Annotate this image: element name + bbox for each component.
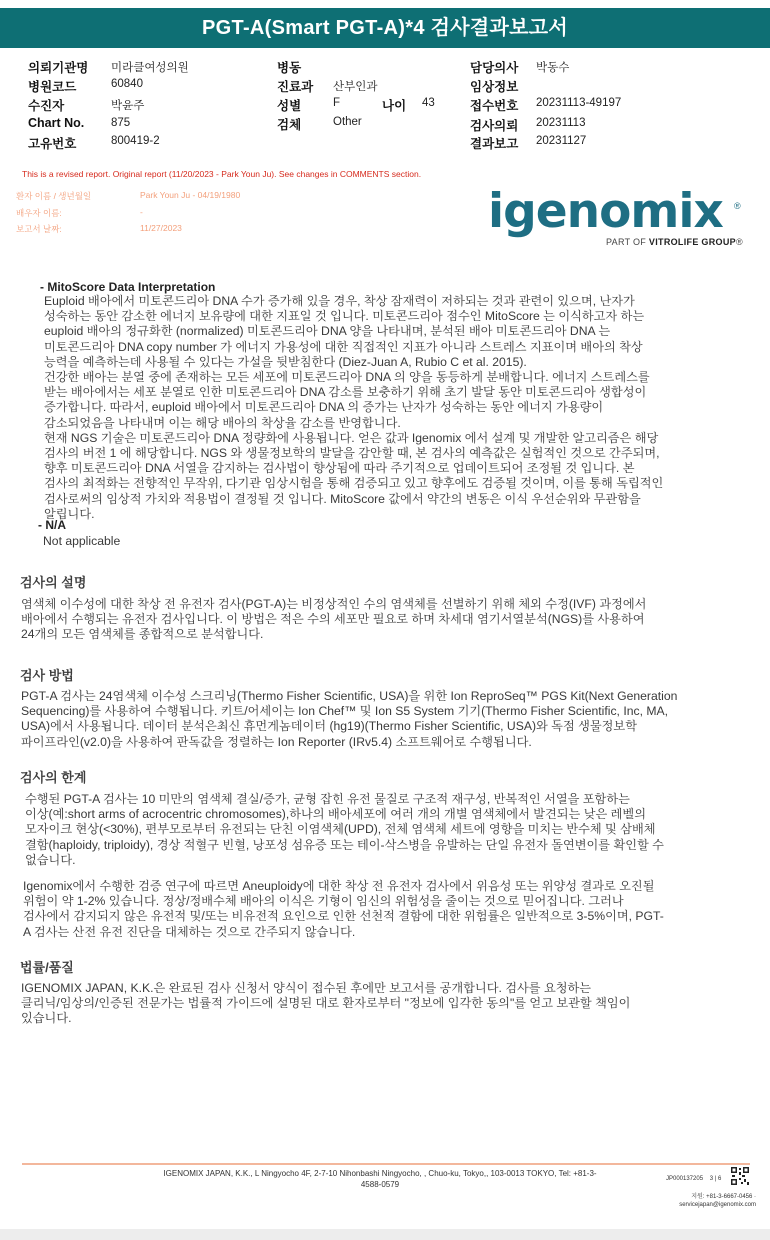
mitoscore-heading: - MitoScore Data Interpretation	[40, 280, 216, 294]
report-title: PGT-A(Smart PGT-A)*4 검사결과보고서	[0, 8, 770, 48]
method-paragraph	[21, 689, 756, 750]
text-line: 검사로써의 임상적 가치와 적용법이 결정될 것 입니다. MitoScore 값에서 약간의 변동은 이식 우선순위와 무관함을	[44, 491, 641, 506]
page-bottom-band	[0, 1229, 770, 1240]
mitoscore-paragraph	[44, 294, 759, 522]
logo-registered-mark: ®	[734, 201, 741, 211]
specimen-value: Other	[333, 116, 362, 128]
text-line: 증가합니다. 따라서, euploid 배아에서 미토콘드리아 DNA 의 증가는 난자가 성숙하는 동안 에너지 가용량이	[44, 400, 604, 415]
chart-value: 875	[111, 117, 131, 129]
text-line: euploid 배아의 정규화한 (normalized) 미토콘드리아 DNA 양을 나타내며, 분석된 배아 미토콘드리아 DNA 는	[44, 324, 611, 339]
text-line: 미토콘드리아 DNA copy number 가 에너지 가용성에 대한 직접적인 지표가 아니라 스트레스 지표이며 배아의 착상	[44, 339, 643, 354]
text-line: 배아에서 수행되는 유전자 검사입니다. 이 방법은 적은 수의 세포만 필요로 하며 차세대 염기서열분석(NGS)를 사용하여	[21, 612, 645, 627]
unique-label: 고유번호	[28, 137, 77, 151]
patient-label: 수진자	[28, 99, 65, 113]
footer-contact	[666, 1194, 756, 1209]
hospital-code-value: 60840	[111, 78, 143, 90]
patient-value: 박윤주	[111, 100, 145, 112]
report-date-label: 결과보고	[470, 137, 519, 151]
footer-document-code	[666, 1176, 721, 1182]
doctor-label: 담당의사	[470, 61, 519, 75]
request-value: 20231113	[536, 117, 586, 129]
patient-name-value: Park Youn Ju - 04/19/1980	[140, 190, 241, 200]
age-label: 나이	[382, 99, 407, 113]
igenomix-logo	[488, 186, 748, 256]
na-heading: - N/A	[38, 518, 66, 532]
text-line: 클리닉/임상의/인증된 전문가는 법률적 가이드에 설명된 대로 환자로부터 "정보에 입각한 동의"를 얻고 보관할 책임이	[21, 996, 631, 1011]
receipt-value: 20231113-49197	[536, 97, 622, 109]
partner-label: 배우자 이름:	[16, 208, 62, 218]
text-line: 염색체 이수성에 대한 착상 전 유전자 검사(PGT-A)는 비정상적인 수의 염색체를 선별하기 위해 체외 수정(IVF) 과정에서	[21, 597, 647, 611]
section-title-limitations: 검사의 한계	[20, 770, 87, 785]
chart-label: Chart No.	[28, 116, 85, 130]
unique-value: 800419-2	[111, 135, 160, 147]
report-date-sub-label: 보고서 날짜:	[16, 224, 62, 234]
na-text: Not applicable	[43, 534, 121, 548]
ward-label: 병동	[277, 61, 302, 75]
qr-code-icon	[730, 1166, 750, 1186]
specimen-label: 검체	[277, 118, 302, 132]
section-title-description: 검사의 설명	[20, 575, 87, 590]
text-line: 파이프라인(v2.0)을 사용하여 판독값을 정렬하는 Ion Reporter (IRv5.4) 소프트웨어로 수행됩니다.	[21, 734, 532, 749]
text-line: 이상(예:short arms of acrocentric chromosomes),하나의 배아세포에 여러 개의 개별 염색체에서 발견되는 낮은 레벨의	[25, 807, 646, 822]
text-line: 24개의 모든 염색체를 종합적으로 분석합니다.	[21, 627, 264, 642]
support-phone: 지원: +81-3-6667-0456 ·	[691, 1194, 756, 1200]
footer-address-line: 4588-0579	[360, 1180, 400, 1189]
text-line: PGT-A 검사는 24염색체 이수성 스크리닝(Thermo Fisher Scientific, USA)을 위한 Ion ReproSeq™ PGS Kit(Next Generation	[21, 689, 678, 703]
sex-label: 성별	[277, 99, 302, 113]
text-line: 성숙하는 동안 감소한 에너지 보유량에 대한 지표일 것 입니다. 미토콘드리아 점수인 MitoScore 는 이식하고자 하는	[44, 309, 645, 324]
text-line: USA)에서 사용됩니다. 데이터 분석은최신 휴먼게놈데이터 (hg19)(Thermo Fisher Scientific, USA)와 독점 생물정보학	[21, 719, 637, 734]
receipt-label: 접수번호	[470, 99, 519, 113]
section-title-method: 검사 방법	[20, 668, 74, 683]
partner-value: -	[140, 207, 143, 217]
text-line: Igenomix에서 수행한 검증 연구에 따르면 Aneuploidy에 대한 착상 전 유전자 검사에서 위음성 또는 위양성 결과로 오진될	[23, 879, 655, 893]
text-line: 모자이크 현상(<30%), 편부모로부터 유전되는 단친 이염색체(UPD), 전체 염색체 세트에 영향을 미치는 반수체 및 삼배체	[25, 822, 656, 837]
report-date-sub-value: 11/27/2023	[140, 223, 182, 233]
text-line: 검사에서 감지되지 않은 유전적 및/또는 비유전적 요인으로 인한 선천적 결함에 대한 위험률은 일반적으로 3-5%이며, PGT-	[23, 909, 664, 924]
info-table	[0, 55, 770, 150]
document-code: JP000137205	[666, 1176, 704, 1182]
doctor-value: 박동수	[536, 62, 570, 74]
hospital-code-label: 병원코드	[28, 80, 77, 94]
footer-divider	[22, 1163, 750, 1165]
text-line: 수행된 PGT-A 검사는 10 미만의 염색체 결실/증가, 균형 잡힌 유전 물질로 구조적 재구성, 반복적인 서열을 포함하는	[25, 792, 630, 806]
clinical-label: 임상정보	[470, 80, 519, 94]
text-line: 감소되었음을 나타내며 이는 해당 배아의 착상율 감소를 반영합니다.	[44, 415, 401, 430]
footer-address	[120, 1168, 640, 1190]
text-line: 건강한 배아는 분열 중에 존재하는 모든 세포에 미토콘드리아 DNA 의 양을 동등하게 분배합니다. 에너지 스트레스를	[44, 370, 650, 385]
dept-label: 진료과	[277, 80, 314, 94]
text-line: 결함(haploidy, triploidy), 경상 적혈구 빈혈, 낭포성 섬유증 또는 테이-삭스병을 유발하는 단일 유전자 돌연변이를 확인할 수	[25, 837, 664, 852]
text-line: Euploid 배아에서 미토콘드리아 DNA 수가 증가해 있을 경우, 착상 잠재력이 저하되는 것과 관련이 있으며, 난자가	[44, 294, 635, 308]
age-value: 43	[422, 97, 435, 109]
patient-name-label: 환자 이름 / 생년월일	[16, 191, 92, 201]
limitations-paragraph-2	[23, 879, 758, 940]
text-line: 능력을 예측하는데 사용될 수 있다는 가설을 뒷받침한다 (Diez-Juan A, Rubio C et al. 2015).	[44, 354, 527, 369]
request-label: 검사의뢰	[470, 119, 519, 133]
description-paragraph	[21, 597, 756, 643]
limitations-paragraph-1	[25, 792, 760, 868]
section-title-legal: 법률/품질	[20, 960, 74, 975]
text-line: 위험이 약 1-2% 있습니다. 정상/정배수체 배아의 이식은 기형이 임신의 위험성을 줄이는 것으로 믿어집니다. 그러나	[23, 894, 624, 909]
support-email[interactable]: servicejapan@igenomix.com	[679, 1201, 756, 1208]
text-line: 없습니다.	[25, 852, 76, 867]
text-line: A 검사는 산전 유전 진단을 대체하는 것으로 간주되지 않습니다.	[23, 924, 356, 939]
text-line: 검사의 버전 1 에 해당합니다. NGS 와 생물정보학의 발달을 감안할 때, 본 검사의 예측값은 실험적인 것으로 간주되며,	[44, 446, 660, 461]
institution-label: 의뢰기관명	[28, 61, 89, 75]
institution-value: 미라클여성의원	[111, 62, 189, 74]
footer-address-line: IGENOMIX JAPAN, K.K., L Ningyocho 4F, 2-7-10 Nihonbashi Ningyocho, , Chuo-ku, Tokyo,, 103-0013 TOKYO, Tel: +81-3-	[163, 1169, 597, 1178]
text-line: IGENOMIX JAPAN, K.K.은 완료된 검사 신청서 양식이 접수된 후에만 보고서를 공개합니다. 검사를 요청하는	[21, 981, 592, 995]
report-date-value: 20231127	[536, 135, 587, 147]
text-line: 현재 NGS 기술은 미토콘드리아 DNA 정량화에 사용됩니다. 얻은 값과 Igenomix 에서 설계 및 개발한 알고리즘은 해당	[44, 430, 659, 445]
text-line: 있습니다.	[21, 1011, 72, 1026]
text-line: 향후 미토콘드리아 DNA 서열을 감지하는 검사법이 향상됨에 따라 주기적으로 업데이트되어 조정될 것 입니다. 본	[44, 461, 635, 476]
dept-value: 산부인과	[333, 81, 378, 93]
text-line: 알립니다.	[44, 506, 95, 521]
text-line: 검사의 최적화는 전향적인 무작위, 다기관 임상시험을 통해 검증되고 있고 향후에도 검증될 것이며, 이를 통해 독립적인	[44, 476, 664, 491]
text-line: 받는 배아에서는 세포 분열로 인한 미토콘드리아 DNA 감소를 보충하기 위해 초기 발달 동안 미토콘드리아 생합성이	[44, 385, 647, 400]
logo-tagline: PART OF VITROLIFE GROUP®	[606, 237, 743, 247]
text-line: Sequencing)를 사용하여 수행됩니다. 키트/어세이는 Ion Chef™ 및 Ion S5 System 기기(Thermo Fisher Scientific, Inc, MA,	[21, 704, 669, 719]
page-number: 3 | 6	[709, 1176, 722, 1182]
sex-value: F	[333, 97, 341, 109]
logo-wordmark: igenomix	[488, 184, 723, 239]
legal-paragraph	[21, 981, 756, 1027]
revision-note: This is a revised report. Original report (11/20/2023 - Park Youn Ju). See changes in COMMENTS section.	[22, 169, 422, 179]
